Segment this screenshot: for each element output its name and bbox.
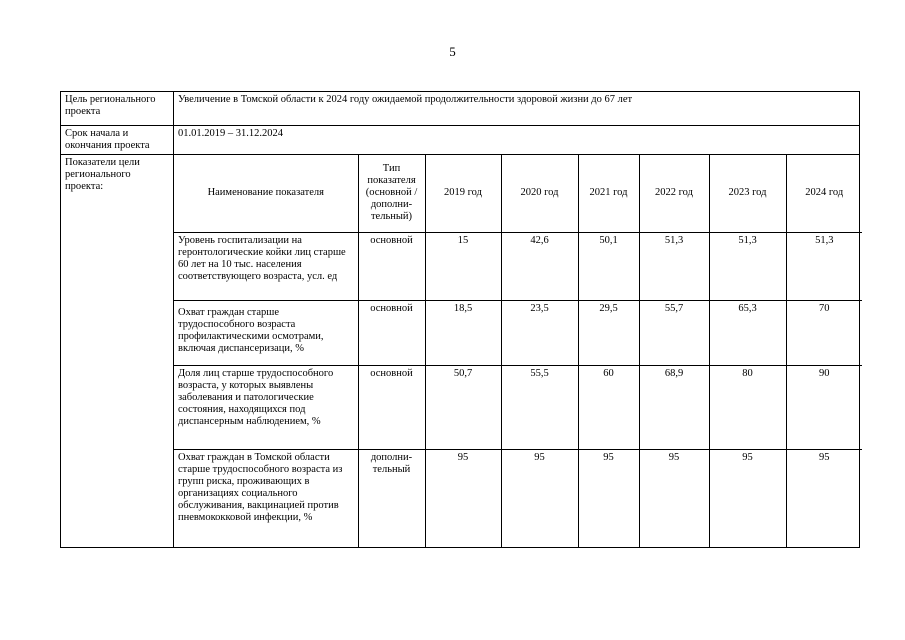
- indicator-value: 95: [425, 449, 501, 547]
- indicator-type: дополни-тельный: [358, 449, 425, 547]
- indicator-value: 18,5: [425, 300, 501, 365]
- indicator-value: 90: [786, 365, 862, 449]
- indicator-type: основной: [358, 300, 425, 365]
- indicator-value: 51,3: [786, 232, 862, 300]
- goal-value: Увеличение в Томской области к 2024 году ожидаемой продолжительности здоровой жизни до 67 лет: [174, 92, 860, 126]
- indicator-value: 51,3: [709, 232, 786, 300]
- table-row: [174, 449, 862, 547]
- indicator-value: 29,5: [578, 300, 639, 365]
- table-row: [174, 365, 862, 449]
- indicator-value: 60: [578, 365, 639, 449]
- indicator-value: 50,7: [425, 365, 501, 449]
- indicator-value: 50,1: [578, 232, 639, 300]
- indicator-type: основной: [358, 232, 425, 300]
- header-name: Наименование показателя: [174, 155, 358, 232]
- header-type: Тип показателя (основной / дополни-тельный): [358, 155, 425, 232]
- header-year-2023: 2023 год: [709, 155, 786, 232]
- header-year-2022: 2022 год: [639, 155, 709, 232]
- indicator-type: основной: [358, 365, 425, 449]
- goal-row: [61, 92, 860, 126]
- indicator-value: 55,5: [501, 365, 578, 449]
- header-year-2024: 2024 год: [786, 155, 862, 232]
- project-passport-table: [60, 91, 860, 548]
- indicator-value: 23,5: [501, 300, 578, 365]
- indicator-value: 95: [786, 449, 862, 547]
- indicators-row: [61, 155, 860, 548]
- indicator-name: Охват граждан старше трудоспособного возраста профилактическими осмотрами, включая диспансеризаци, %: [174, 300, 358, 365]
- indicator-value: 51,3: [639, 232, 709, 300]
- header-year-2020: 2020 год: [501, 155, 578, 232]
- table-row: [174, 300, 862, 365]
- period-label: Срок начала и окончания проекта: [61, 126, 174, 155]
- period-value: 01.01.2019 – 31.12.2024: [174, 126, 860, 155]
- period-row: [61, 126, 860, 155]
- indicator-name: Доля лиц старше трудоспособного возраста, у которых выявлены заболевания и патологические состояния, находящихся под диспансерным наблюдением, %: [174, 365, 358, 449]
- indicator-value: 68,9: [639, 365, 709, 449]
- indicator-value: 42,6: [501, 232, 578, 300]
- indicators-container: [174, 155, 860, 548]
- indicator-value: 95: [639, 449, 709, 547]
- indicator-value: 95: [578, 449, 639, 547]
- table-row: [174, 232, 862, 300]
- indicator-name: Охват граждан в Томской области старше трудоспособного возраста из групп риска, проживающих в организациях социального обслуживания, вакцинацией против пневмококковой инфекции, %: [174, 449, 358, 547]
- indicators-header-row: [174, 155, 862, 232]
- header-year-2021: 2021 год: [578, 155, 639, 232]
- indicator-value: 80: [709, 365, 786, 449]
- indicator-value: 55,7: [639, 300, 709, 365]
- indicator-value: 65,3: [709, 300, 786, 365]
- indicator-value: 95: [709, 449, 786, 547]
- indicator-value: 15: [425, 232, 501, 300]
- goal-label: Цель регионального проекта: [61, 92, 174, 126]
- header-year-2019: 2019 год: [425, 155, 501, 232]
- indicator-value: 95: [501, 449, 578, 547]
- indicators-table: [174, 155, 862, 547]
- page-number: 5: [449, 44, 456, 59]
- indicator-name: Уровень госпитализации на геронтологические койки лиц старше 60 лет на 10 тыс. населения соответствующего возраста, усл. ед: [174, 232, 358, 300]
- indicator-value: 70: [786, 300, 862, 365]
- indicators-label: Показатели цели регионального проекта:: [61, 155, 174, 548]
